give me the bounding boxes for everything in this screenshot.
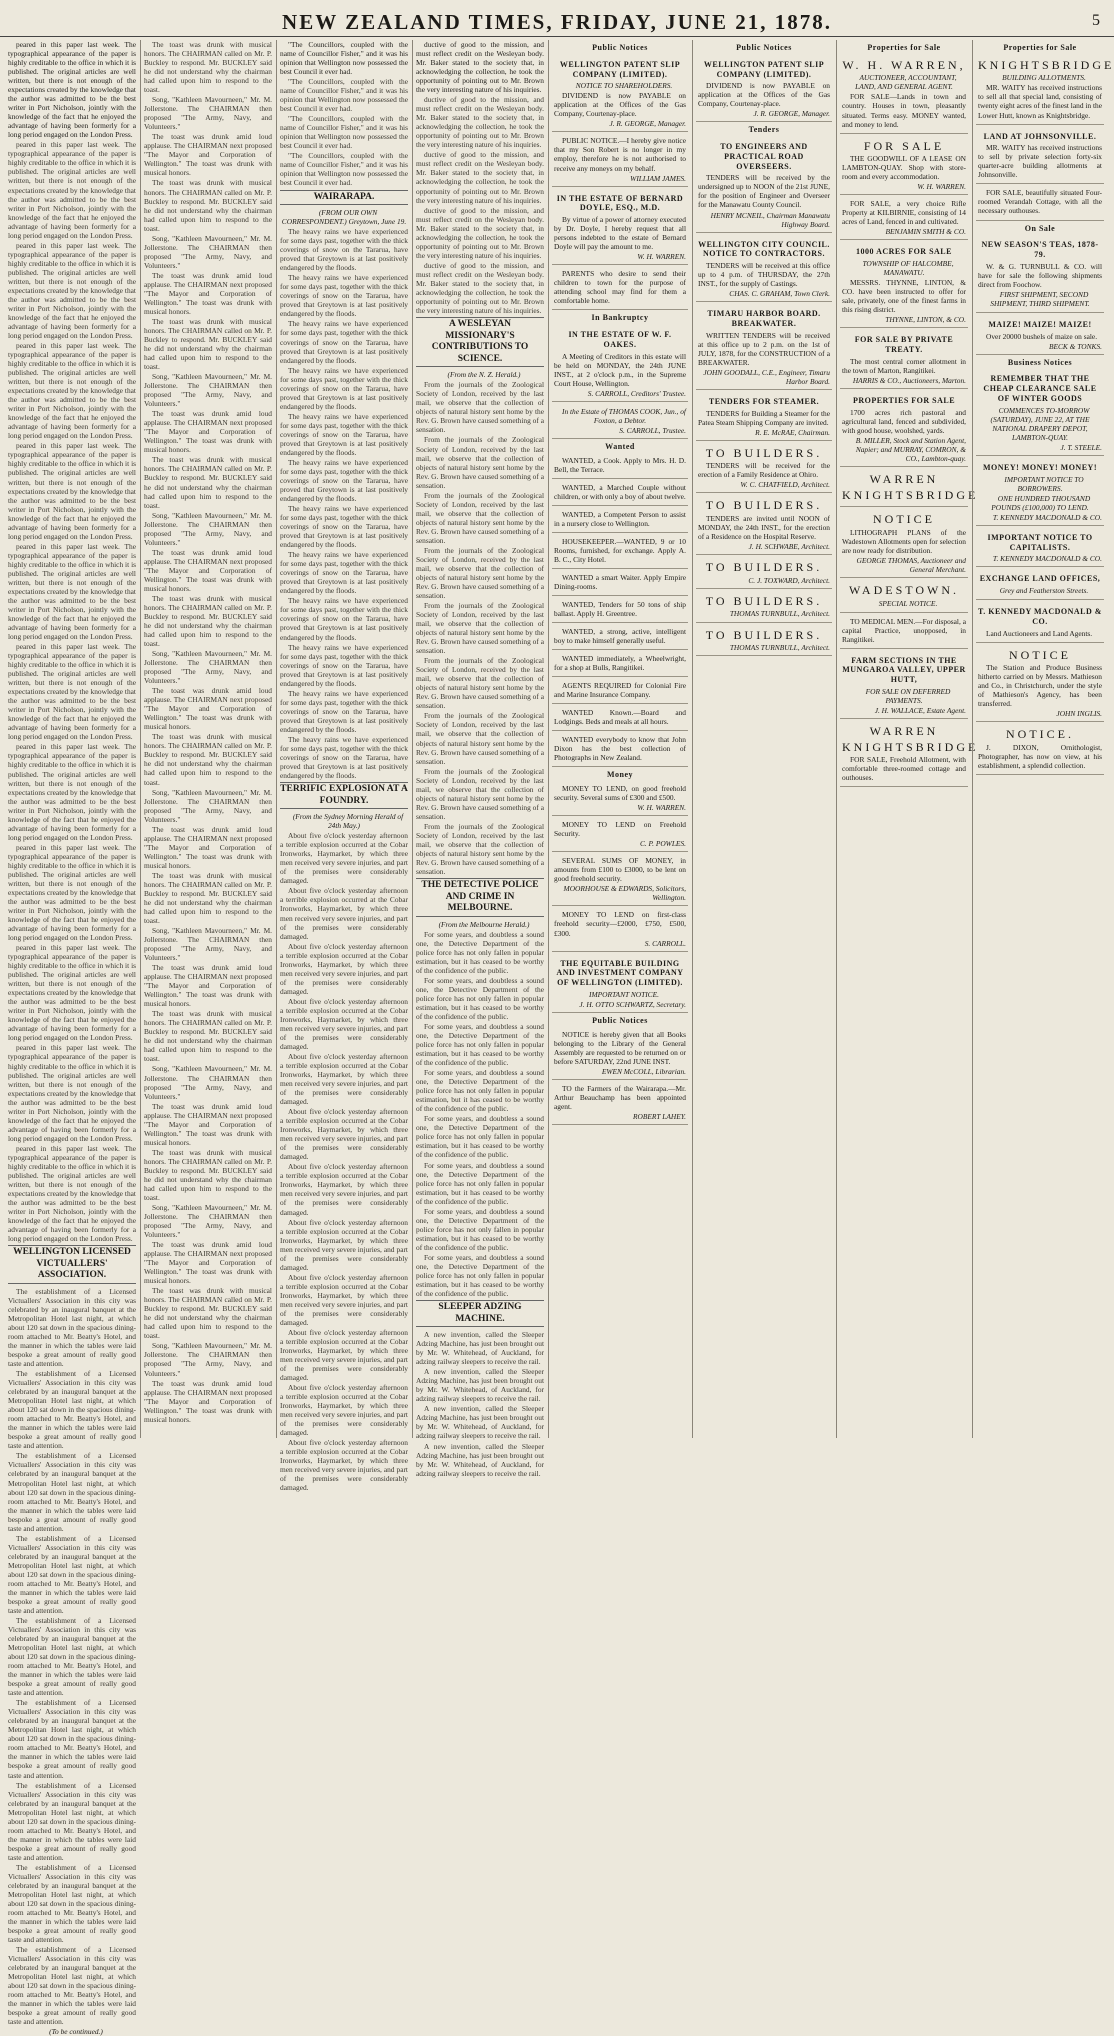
- notice-title: IN THE ESTATE OF W. F. OAKES.: [568, 330, 672, 349]
- tender-ad: [696, 495, 832, 555]
- column-2: [140, 40, 275, 1438]
- byline-2: (From the Sydney Morning Herald of 24th May.): [292, 812, 404, 831]
- tender-body: TENDERS will be received by the undersigned up to NOON of the 21st JUNE, for the position of Engineer and Overseer for the Manawatu County Council.: [698, 173, 830, 210]
- ad-body: J. DIXON, Ornithologist, Photographer, has now on view, at his establishment, a splendid collection.: [978, 743, 1102, 771]
- property-ad: [840, 651, 968, 719]
- ad-title: KNIGHTSBRIDGE: [978, 57, 1114, 72]
- ad-title: WARREN: [869, 724, 939, 739]
- byline: (From the N. Z. Herald.): [447, 370, 521, 380]
- ad-title: PROPERTIES FOR SALE: [852, 396, 956, 405]
- article-body: From the journals of the Zoological Society of London, received by the last mail, we observe that the collection of objects of natural history sent home by the Rev. G. Brown have caused something of a sensation. From the journals of the Zoological Society of London, received by the last mail, we observe that the collection of objects of natural history sent home by the Rev. G. Brown have caused something of a sensation. From the journals of the Zoological Society of London, received by the last mail, we observe that the collection of objects of natural history sent home by the Rev. G. Brown have caused something of a sensation. From the journals of the Zoological Society of London, received by the last mail, we observe that the collection of objects of natural history sent home by the Rev. G. Brown have caused something of a sensation. From the journals of the Zoological Society of London, received by the last mail, we observe that the collection of objects of natural history sent home by the Rev. G. Brown have caused something of a sensation. From the journals of the Zoological Society of London, received by the last mail, we observe that the collection of objects of natural history sent home by the Rev. G. Brown have caused something of a sensation. From the journals of the Zoological Society of London, received by the last mail, we observe that the collection of objects of natural history sent home by the Rev. G. Brown have caused something of a sensation. From the journals of the Zoological Society of London, received by the last mail, we observe that the collection of objects of natural history sent home by the Rev. G. Brown have caused something of a sensation. From the journals of the Zoological Society of London, received by the last mail, we observe that the collection of objects of natural history sent home by the Rev. G. Brown have caused something of a sensation.: [416, 380, 544, 876]
- notice-signature: S. CARROLL, Trustee.: [619, 425, 686, 435]
- ad-body: 1700 acres rich pastoral and agricultural land, fenced and subdivided, with good house, woolshed, yards.: [842, 407, 966, 435]
- notice-signature: ROBERT LAHEY.: [633, 1111, 686, 1121]
- ad-title: NEW SEASON'S TEAS, 1878-79.: [981, 240, 1099, 259]
- notice-title: WELLINGTON PATENT SLIP COMPANY (LIMITED).: [703, 59, 825, 79]
- notice-title: In the Estate of THOMAS COOK, Jun., of Foxton, a Debtor.: [562, 406, 686, 425]
- ad-subtitle: IMPORTANT NOTICE TO BORROWERS.: [1004, 474, 1084, 493]
- ad-title: REMEMBER THAT THE CHEAP CLEARANCE SALE OF WINTER GOODS: [983, 374, 1097, 403]
- ad-title: FOR SALE BY PRIVATE TREATY.: [854, 335, 954, 355]
- wanted-text: WANTED, a strong, active, intelligent boy to make himself generally useful.: [554, 627, 686, 646]
- tender-ad: [696, 591, 832, 623]
- tender-ad: [696, 137, 832, 232]
- wanted-text: HOUSEKEEPER.—WANTED, 9 or 10 Rooms, furnished, for exchange. Apply A. B. C., City Hotel.: [554, 536, 686, 564]
- column-7: [836, 40, 979, 1438]
- ad-body: W. & G. TURNBULL & CO. will have for sale the following shipments direct from Foochow.: [978, 261, 1102, 289]
- tender-title: TO BUILDERS.: [705, 445, 823, 460]
- ad-title: T. KENNEDY MACDONALD & CO.: [978, 607, 1102, 626]
- ad-subtitle: Grey and Featherston Streets.: [999, 586, 1089, 596]
- tender-title: TENDERS FOR STEAMER.: [708, 396, 820, 406]
- ad-body: Over 20000 bushels of maize on sale.: [986, 331, 1098, 341]
- notice-estate-doyle: [552, 189, 688, 266]
- tender-signature: W. C. CHATFIELD, Architect.: [740, 480, 830, 490]
- notice-body: By virtue of a power of attorney executed by Dr. Doyle, I hereby request that all persons indebted to the estate of Bernard Doyle will pay the amount to me.: [554, 215, 686, 252]
- notice-title: THE EQUITABLE BUILDING AND INVESTMENT COMPANY OF WELLINGTON (LIMITED).: [556, 958, 684, 988]
- money-signature: W. H. WARREN.: [637, 803, 686, 813]
- notice-patent-slip: [552, 55, 688, 133]
- wanted-text: WANTED everybody to know that John Dixon has the best collection of Photographs in New Zealand.: [554, 735, 686, 763]
- ad-body: ONE HUNDRED THOUSAND POUNDS (£100,000) TO LEND.: [991, 493, 1091, 512]
- ad-body: The Station and Produce Business hitherto carried on by Messrs. Mathieson and Co., in Christchurch, under the style of Mathieson's Agency, has been transferred.: [978, 663, 1102, 709]
- article-text: "The Councillors, coupled with the name of Councillor Fisher," and it was his opinion that Wellington now possessed the best Council it ever had.: [280, 40, 408, 77]
- sale-ad: [976, 235, 1104, 313]
- notice-signature: EWEN McCOLL, Librarian.: [601, 1066, 686, 1076]
- wanted-ad: [552, 571, 688, 596]
- section-heading-public-notices: Public Notices: [592, 43, 648, 52]
- tender-title: TO BUILDERS.: [705, 593, 823, 608]
- wanted-text: AGENTS REQUIRED for Colonial Fire and Marine Insurance Company.: [554, 681, 686, 700]
- article-text-filler: peared in this paper last week. The typographical appearance of the paper is highly creditable to the office in which it is published. The original articles are well written, but there is not enough of the expectations created by the knowledge that the author was admitted to be the best writer in Port Nicholson, jointly with the knowledge of the fact that he enjoyed the advantage of having been formerly for a long period engaged on the London Press. peared in this paper last week. The typographical appearance of the paper is highly creditable to the office in which it is published. The original articles are well written, but there is not enough of the expectations created by the knowledge that the author was admitted to be the best writer in Port Nicholson, jointly with the knowledge of the fact that he enjoyed the advantage of having been formerly for a long period engaged on the London Press. peared in this paper last week. The typographical appearance of the paper is highly creditable to the office in which it is published. The original articles are well written, but there is not enough of the expectations created by the knowledge that the author was admitted to be the best writer in Port Nicholson, jointly with the knowledge of the fact that he enjoyed the advantage of having been formerly for a long period engaged on the London Press. peared in this paper last week. The typographical appearance of the paper is highly creditable to the office in which it is published. The original articles are well written, but there is not enough of the expectations created by the knowledge that the author was admitted to be the best writer in Port Nicholson, jointly with the knowledge of the fact that he enjoyed the advantage of having been formerly for a long period engaged on the London Press. peared in this paper last week. The typographical appearance of the paper is highly creditable to the office in which it is published. The original articles are well written, but there is not enough of the expectations created by the knowledge that the author was admitted to be the best writer in Port Nicholson, jointly with the knowledge of the fact that he enjoyed the advantage of having been formerly for a long period engaged on the London Press. peared in this paper last week. The typographical appearance of the paper is highly creditable to the office in which it is published. The original articles are well written, but there is not enough of the expectations created by the knowledge that the author was admitted to be the best writer in Port Nicholson, jointly with the knowledge of the fact that he enjoyed the advantage of having been formerly for a long period engaged on the London Press. peared in this paper last week. The typographical appearance of the paper is highly creditable to the office in which it is published. The original articles are well written, but there is not enough of the expectations created by the knowledge that the author was admitted to be the best writer in Port Nicholson, jointly with the knowledge of the fact that he enjoyed the advantage of having been formerly for a long period engaged on the London Press. peared in this paper last week. The typographical appearance of the paper is highly creditable to the office in which it is published. The original articles are well written, but there is not enough of the expectations created by the knowledge that the author was admitted to be the best writer in Port Nicholson, jointly with the knowledge of the fact that he enjoyed the advantage of having been formerly for a long period engaged on the London Press. peared in this paper last week. The typographical appearance of the paper is highly creditable to the office in which it is published. The original articles are well written, but there is not enough of the expectations created by the knowledge that the author was admitted to be the best writer in Port Nicholson, jointly with the knowledge of the fact that he enjoyed the advantage of having been formerly for a long period engaged on the London Press. peared in this paper last week. The typographical appearance of the paper is highly creditable to the office in which it is published. The original articles are well written, but there is not enough of the expectations created by the knowledge that the author was admitted to be the best writer in Port Nicholson, jointly with the knowledge of the fact that he enjoyed the advantage of having been formerly for a long period engaged on the London Press. peared in this paper last week. The typographical appearance of the paper is highly creditable to the office in which it is published. The original articles are well written, but there is not enough of the expectations created by the knowledge that the author was admitted to be the best writer in Port Nicholson, jointly with the knowledge of the fact that he enjoyed the advantage of having been formerly for a long period engaged on the London Press.: [8, 140, 136, 1244]
- wanted-ad: [552, 535, 688, 569]
- section-heading-wanted: Wanted: [605, 441, 635, 451]
- tender-signature: R. E. McRAE, Chairman.: [755, 427, 830, 437]
- business-ad: [976, 645, 1104, 723]
- section-heading-on-sale: On Sale: [1024, 223, 1056, 233]
- article-text: peared in this paper last week. The typographical appearance of the paper is highly creditable to the office in which it is published. The original articles are well written, but there is not enough of the expectations created by the knowledge that the author was admitted to be the best writer in Port Nicholson, jointly with the knowledge of the fact that he enjoyed the advantage of having been formerly for a long period engaged on the London Press.: [8, 40, 136, 140]
- wanted-text: WANTED, a Competent Person to assist in a nursery close to Wellington.: [554, 509, 686, 528]
- wanted-ad: [552, 733, 688, 767]
- ad-signature: THYNNE, LINTON, & CO.: [885, 315, 966, 325]
- ad-title: W. H. WARREN,: [842, 57, 966, 72]
- ad-title: IMPORTANT NOTICE TO CAPITALISTS.: [987, 532, 1093, 552]
- article-body-3: A new invention, called the Sleeper Adzing Machine, has just been brought out by Mr. W. Whitehead, of Auckland, for adzing railway sleepers to receive the rail. A new invention, called the Sleeper Adzing Machine, has just been brought out by Mr. W. Whitehead, of Auckland, for adzing railway sleepers to receive the rail. A new invention, called the Sleeper Adzing Machine, has just been brought out by Mr. W. Whitehead, of Auckland, for adzing railway sleepers to receive the rail. A new invention, called the Sleeper Adzing Machine, has just been brought out by Mr. W. Whitehead, of Auckland, for adzing railway sleepers to receive the rail.: [416, 1330, 544, 1478]
- money-ad: [552, 818, 688, 852]
- notice-signature: W. H. WARREN.: [637, 252, 686, 262]
- ad-body: THE GOODWILL OF A LEASE ON LAMBTON-QUAY. Shop with store-room and every accommodation.: [842, 154, 966, 182]
- continued-note: (To be continued.): [49, 2027, 103, 2036]
- column-1: [8, 40, 139, 2036]
- notice-body: A Meeting of Creditors in this estate will be held on MONDAY, the 24th JUNE INST., at 2 o'clock p.m., in the Supreme Court House, Wellington.: [554, 351, 686, 388]
- article-body-2: For some years, and doubtless a sound one, the Detective Department of the police force has not only fallen in popular estimation, but it has ceased to be worthy of the confidence of the public. For some years, and doubtless a sound one, the Detective Department of the police force has not only fallen in popular estimation, but it has ceased to be worthy of the confidence of the public. For some years, and doubtless a sound one, the Detective Department of the police force has not only fallen in popular estimation, but it has ceased to be worthy of the confidence of the public. For some years, and doubtless a sound one, the Detective Department of the police force has not only fallen in popular estimation, but it has ceased to be worthy of the confidence of the public. For some years, and doubtless a sound one, the Detective Department of the police force has not only fallen in popular estimation, but it has ceased to be worthy of the confidence of the public. For some years, and doubtless a sound one, the Detective Department of the police force has not only fallen in popular estimation, but it has ceased to be worthy of the confidence of the public. For some years, and doubtless a sound one, the Detective Department of the police force has not only fallen in popular estimation, but it has ceased to be worthy of the confidence of the public. For some years, and doubtless a sound one, the Detective Department of the police force has not only fallen in popular estimation, but it has ceased to be worthy of the confidence of the public.: [416, 929, 544, 1298]
- business-ad: [976, 724, 1104, 775]
- article-body: The heavy rains we have experienced for some days past, together with the thick coverings of snow on the Tararua, have proved that Greytown is at last positively endangered by the floods. The heavy rains we have experienced for some days past, together with the thick coverings of snow on the Tararua, have proved that Greytown is at last positively endangered by the floods. The heavy rains we have experienced for some days past, together with the thick coverings of snow on the Tararua, have proved that Greytown is at last positively endangered by the floods. The heavy rains we have experienced for some days past, together with the thick coverings of snow on the Tararua, have proved that Greytown is at last positively endangered by the floods. The heavy rains we have experienced for some days past, together with the thick coverings of snow on the Tararua, have proved that Greytown is at last positively endangered by the floods. The heavy rains we have experienced for some days past, together with the thick coverings of snow on the Tararua, have proved that Greytown is at last positively endangered by the floods. The heavy rains we have experienced for some days past, together with the thick coverings of snow on the Tararua, have proved that Greytown is at last positively endangered by the floods. The heavy rains we have experienced for some days past, together with the thick coverings of snow on the Tararua, have proved that Greytown is at last positively endangered by the floods. The heavy rains we have experienced for some days past, together with the thick coverings of snow on the Tararua, have proved that Greytown is at last positively endangered by the floods. The heavy rains we have experienced for some days past, together with the thick coverings of snow on the Tararua, have proved that Greytown is at last positively endangered by the floods. The heavy rains we have experienced for some days past, together with the thick coverings of snow on the Tararua, have proved that Greytown is at last positively endangered by the floods. The heavy rains we have experienced for some days past, together with the thick coverings of snow on the Tararua, have proved that Greytown is at last positively endangered by the floods.: [280, 227, 408, 780]
- tender-body: TENDERS for Building a Steamer for the Patea Steam Shipping Company are invited.: [698, 408, 830, 427]
- tender-signature: HENRY MCNEIL, Chairman Manawatu Highway Board.: [710, 210, 830, 229]
- business-ad: [976, 602, 1104, 643]
- notice-body: DIVIDEND is now PAYABLE on application at the Offices of the Gas Company, Courtenay-place.: [554, 91, 686, 119]
- tender-body: TENDERS are invited until NOON of MONDAY, the 24th INST., for the erection of a Residence on the Hospital Reserve.: [698, 514, 830, 542]
- ad-signature: HARRIS & CO., Auctioneers, Marton.: [852, 375, 966, 385]
- notice-body: PARENTS who desire to send their children to town for the purpose of attending school may find for them a comfortable home.: [554, 269, 686, 306]
- article-heading: WELLINGTON LICENSED VICTUALLERS' ASSOCIATION.: [8, 1245, 136, 1284]
- notice-patent-slip: [696, 55, 832, 123]
- tender-signature: THOMAS TURNBULL, Architect.: [729, 609, 830, 619]
- property-ad: [976, 186, 1104, 220]
- notice-estate-cook: [552, 404, 688, 439]
- tender-title: TO BUILDERS.: [705, 627, 823, 642]
- ad-body: Land Auctioneers and Land Agents.: [986, 628, 1093, 638]
- ad-subtitle: AUCTIONEER, ACCOUNTANT, LAND, AND GENERAL AGENT.: [855, 73, 957, 92]
- property-ad: [840, 721, 979, 787]
- ad-title: MONEY! MONEY! MONEY!: [983, 462, 1097, 472]
- notice-signature: J. R. GEORGE, Manager.: [753, 109, 830, 119]
- ad-subtitle: KNIGHTSBRIDGE: [842, 739, 979, 754]
- wanted-ad: [552, 598, 688, 623]
- ad-subtitle: KNIGHTSBRIDGE: [842, 487, 979, 502]
- article-heading: A WESLEYAN MISSIONARY'S CONTRIBUTIONS TO SCIENCE.: [416, 317, 544, 367]
- ad-signature: W. H. WARREN.: [917, 182, 966, 192]
- money-text: SEVERAL SUMS OF MONEY, in amounts from £100 to £3000, to be lent on good freehold security.: [554, 856, 686, 884]
- notice-subtitle: NOTICE TO SHAREHOLDERS.: [575, 81, 673, 91]
- ad-signature: BENJAMIN SMITH & CO.: [885, 227, 966, 237]
- notice-signature: J. H. OTTO SCHWARTZ, Secretary.: [579, 999, 686, 1009]
- column-4: [412, 40, 547, 1478]
- ad-title: NOTICE: [873, 512, 935, 527]
- money-ad: [552, 854, 688, 906]
- article-text-filler: ductive of good to the mission, and must reflect credit on the Wesleyan body. Mr. Baker stated to the society that, in acknowledging the collection, he took the opportunity of pointing out to Mr. Brown the very interesting nature of his inquiries. ductive of good to the mission, and must reflect credit on the Wesleyan body. Mr. Baker stated to the society that, in acknowledging the collection, he took the opportunity of pointing out to Mr. Brown the very interesting nature of his inquiries. ductive of good to the mission, and must reflect credit on the Wesleyan body. Mr. Baker stated to the society that, in acknowledging the collection, he took the opportunity of pointing out to Mr. Brown the very interesting nature of his inquiries. ductive of good to the mission, and must reflect credit on the Wesleyan body. Mr. Baker stated to the society that, in acknowledging the collection, he took the opportunity of pointing out to Mr. Brown the very interesting nature of his inquiries.: [416, 95, 544, 315]
- tender-signature: JOHN GOODALL, C.E., Engineer, Timaru Harbor Board.: [703, 367, 830, 386]
- section-heading-tenders: Tenders: [748, 125, 780, 135]
- column-8: [972, 40, 1114, 1438]
- notice-subtitle: IMPORTANT NOTICE.: [589, 989, 659, 999]
- property-ad: [840, 197, 968, 240]
- article-heading-3: SLEEPER ADZING MACHINE.: [416, 1300, 544, 1327]
- tender-signature: C. J. TOXWARD, Architect.: [748, 575, 830, 585]
- ad-title: FOR SALE: [863, 138, 945, 153]
- column-3: [276, 40, 411, 1493]
- wanted-ad: [552, 454, 688, 479]
- business-ad: [976, 569, 1104, 600]
- wanted-ad: [552, 679, 688, 704]
- tender-ad: [696, 557, 832, 589]
- ad-signature: J. T. STEELE.: [1060, 442, 1102, 452]
- ad-subtitle: BUILDING ALLOTMENTS.: [1002, 73, 1086, 83]
- sale-ad: [976, 315, 1104, 355]
- tender-title: WELLINGTON CITY COUNCIL. NOTICE TO CONTRACTORS.: [698, 239, 830, 259]
- notice-library: [552, 1028, 688, 1080]
- section-heading-money: Money: [606, 770, 634, 780]
- money-ad: [552, 908, 688, 951]
- notice-signature: WILLIAM JAMES.: [630, 173, 686, 183]
- property-ad: [840, 391, 968, 467]
- notice-body: PUBLIC NOTICE.—I hereby give notice that my Son Robert is no longer in my employ, therefore he is not authorised to receive any moneys on my behalf.: [554, 136, 686, 173]
- wanted-ad: [552, 706, 688, 731]
- newspaper-title: NEW ZEALAND TIMES, FRIDAY, JUNE 21, 1878.: [282, 10, 832, 34]
- notice-public: [552, 134, 688, 186]
- ad-signature: BECK & TONKS.: [1048, 341, 1102, 351]
- byline-2: (From the Melbourne Herald.): [438, 919, 530, 929]
- ad-body: FOR SALE, beautifully situated Four-roomed Verandah Cottage, with all the necessary outhouses.: [978, 188, 1102, 216]
- ad-subtitle: FIRST SHIPMENT, SECOND SHIPMENT, THIRD SHIPMENT.: [990, 289, 1090, 308]
- tender-ad: [696, 304, 832, 390]
- notice-estate-oakes: [552, 325, 688, 402]
- tender-body: TENDERS will be received for the erection of a Family Residence at Ohiro.: [698, 461, 830, 480]
- money-text: MONEY TO LEND, on good freehold security. Several sums of £300 and £500.: [554, 784, 686, 803]
- column-5: [548, 40, 691, 1438]
- masthead: [0, 10, 1114, 37]
- article-heading: WAIRARAPA.: [280, 190, 408, 206]
- byline: (FROM OUR OWN CORRESPONDENT.) Greytown, June 19.: [281, 208, 407, 227]
- ad-title: WARREN: [869, 471, 939, 486]
- tender-signature: J. H. SCHWABE, Architect.: [748, 542, 830, 552]
- ad-body: LITHOGRAPH PLANS of the Wadestown Allotments open for selection are now ready for distribution.: [842, 527, 966, 555]
- money-text: MONEY TO LEND on first-class freehold security—£2000, £750, £500, £300.: [554, 910, 686, 938]
- property-ad: [840, 242, 968, 328]
- section-heading-properties: Properties for Sale: [867, 43, 941, 52]
- ad-body: MR. WAITY has received instructions to sell all that special land, consisting of twenty eight acres of the finest land in the Lower Hutt, known as Knightsbridge.: [978, 83, 1102, 120]
- ad-body: FOR SALE, Freehold Allotment, with comfortable three-roomed cottage and outhouses.: [842, 755, 966, 783]
- ad-body: MR. WAITY has received instructions to sell by private selection forty-six quarter-acre building allotments at Johnsonville.: [978, 143, 1102, 180]
- section-heading-public-notices: Public Notices: [736, 43, 792, 52]
- ad-signature: GEORGE THOMAS, Auctioneer and General Merchant.: [856, 555, 966, 574]
- notice-farmers: [552, 1082, 688, 1125]
- tender-body: TENDERS will be received at this office up to 4 p.m. of THURSDAY, the 27th INST., for the supply of Castings.: [698, 261, 830, 289]
- money-ad: [552, 782, 688, 816]
- wanted-text: WANTED Known.—Board and Lodgings. Beds and meals at all hours.: [554, 708, 686, 727]
- wanted-text: WANTED, a Marched Couple without children, or with only a boy of about twelve.: [554, 482, 686, 501]
- ad-title: MAIZE! MAIZE! MAIZE!: [988, 319, 1092, 329]
- ad-signature: JOHN INGLIS.: [1056, 709, 1102, 719]
- wanted-text: WANTED a smart Waiter. Apply Empire Dining-rooms.: [554, 572, 686, 591]
- business-ad: [976, 458, 1104, 526]
- page-number: 5: [1092, 12, 1100, 29]
- money-signature: C. P. POWLES.: [639, 839, 686, 849]
- tender-ad: [696, 235, 832, 303]
- wanted-text: WANTED, a Cook. Apply to Mrs. H. D. Bell, the Terrace.: [554, 455, 686, 474]
- ad-signature: B. MILLER, Stock and Station Agent, Napier; and MURRAY, COMRON, & CO., Lambton-quay.: [855, 435, 966, 463]
- notice-title: IN THE ESTATE OF BERNARD DOYLE, ESQ., M.D.: [556, 193, 684, 213]
- property-ad: [976, 55, 1114, 125]
- ad-body: FOR SALE, a very choice Rifle Property at KILBIRNIE, consisting of 14 acres of Land, fenced in and cultivated.: [842, 199, 966, 227]
- tender-title: TO ENGINEERS AND PRACTICAL ROAD OVERSEERS.: [720, 142, 808, 171]
- tender-body: WRITTEN TENDERS will be received at this office up to 2 p.m. on the 1st of JULY, 1878, for the CONSTRUCTION of a BREAKWATER.: [698, 330, 830, 367]
- money-signature: S. CARROLL.: [644, 938, 686, 948]
- tender-ad: [696, 392, 832, 441]
- tender-ad: [696, 625, 832, 657]
- section-heading-properties: Properties for Sale: [1003, 43, 1077, 52]
- ad-signature: T. KENNEDY MACDONALD & CO.: [992, 512, 1102, 522]
- article-body: The toast was drunk with musical honors. The CHAIRMAN called on Mr. P. Buckley to respond. Mr. BUCKLEY said he did not understand why the chairman had called upon him to respond to the toast. Song, "Kathleen Mavourneen," Mr. M. Jollerstone. The CHAIRMAN then proposed "The Army, Navy, and Volunteers." The toast was drunk amid loud applause. The CHAIRMAN next proposed "The Mayor and Corporation of Wellington." The toast was drunk with musical honors. The toast was drunk with musical honors. The CHAIRMAN called on Mr. P. Buckley to respond. Mr. BUCKLEY said he did not understand why the chairman had called upon him to respond to the toast. Song, "Kathleen Mavourneen," Mr. M. Jollerstone. The CHAIRMAN then proposed "The Army, Navy, and Volunteers." The toast was drunk amid loud applause. The CHAIRMAN next proposed "The Mayor and Corporation of Wellington." The toast was drunk with musical honors. The toast was drunk with musical honors. The CHAIRMAN called on Mr. P. Buckley to respond. Mr. BUCKLEY said he did not understand why the chairman had called upon him to respond to the toast. Song, "Kathleen Mavourneen," Mr. M. Jollerstone. The CHAIRMAN then proposed "The Army, Navy, and Volunteers." The toast was drunk amid loud applause. The CHAIRMAN next proposed "The Mayor and Corporation of Wellington." The toast was drunk with musical honors. The toast was drunk with musical honors. The CHAIRMAN called on Mr. P. Buckley to respond. Mr. BUCKLEY said he did not understand why the chairman had called upon him to respond to the toast. Song, "Kathleen Mavourneen," Mr. M. Jollerstone. The CHAIRMAN then proposed "The Army, Navy, and Volunteers." The toast was drunk amid loud applause. The CHAIRMAN next proposed "The Mayor and Corporation of Wellington." The toast was drunk with musical honors. The toast was drunk with musical honors. The CHAIRMAN called on Mr. P. Buckley to respond. Mr. BUCKLEY said he did not understand why the chairman had called upon him to respond to the toast. Song, "Kathleen Mavourneen," Mr. M. Jollerstone. The CHAIRMAN then proposed "The Army, Navy, and Volunteers." The toast was drunk amid loud applause. The CHAIRMAN next proposed "The Mayor and Corporation of Wellington." The toast was drunk with musical honors. The toast was drunk with musical honors. The CHAIRMAN called on Mr. P. Buckley to respond. Mr. BUCKLEY said he did not understand why the chairman had called upon him to respond to the toast. Song, "Kathleen Mavourneen," Mr. M. Jollerstone. The CHAIRMAN then proposed "The Army, Navy, and Volunteers." The toast was drunk amid loud applause. The CHAIRMAN next proposed "The Mayor and Corporation of Wellington." The toast was drunk with musical honors. The toast was drunk with musical honors. The CHAIRMAN called on Mr. P. Buckley to respond. Mr. BUCKLEY said he did not understand why the chairman had called upon him to respond to the toast. Song, "Kathleen Mavourneen," Mr. M. Jollerstone. The CHAIRMAN then proposed "The Army, Navy, and Volunteers." The toast was drunk amid loud applause. The CHAIRMAN next proposed "The Mayor and Corporation of Wellington." The toast was drunk with musical honors. The toast was drunk with musical honors. The CHAIRMAN called on Mr. P. Buckley to respond. Mr. BUCKLEY said he did not understand why the chairman had called upon him to respond to the toast. Song, "Kathleen Mavourneen," Mr. M. Jollerstone. The CHAIRMAN then proposed "The Army, Navy, and Volunteers." The toast was drunk amid loud applause. The CHAIRMAN next proposed "The Mayor and Corporation of Wellington." The toast was drunk with musical honors. The toast was drunk with musical honors. The CHAIRMAN called on Mr. P. Buckley to respond. Mr. BUCKLEY said he did not understand why the chairman had called upon him to respond to the toast. Song, "Kathleen Mavourneen," Mr. M. Jollerstone. The CHAIRMAN then proposed "The Army, Navy, and Volunteers." The toast was drunk amid loud applause. The CHAIRMAN next proposed "The Mayor and Corporation of Wellington." The toast was drunk with musical honors. The toast was drunk with musical honors. The CHAIRMAN called on Mr. P. Buckley to respond. Mr. BUCKLEY said he did not understand why the chairman had called upon him to respond to the toast. Song, "Kathleen Mavourneen," Mr. M. Jollerstone. The CHAIRMAN then proposed "The Army, Navy, and Volunteers." The toast was drunk amid loud applause. The CHAIRMAN next proposed "The Mayor and Corporation of Wellington." The toast was drunk with musical honors.: [144, 40, 272, 1424]
- tender-title: TO BUILDERS.: [705, 498, 823, 513]
- columns: [8, 40, 1114, 2036]
- ad-signature: J. H. WALLACE, Estate Agent.: [874, 706, 966, 716]
- article-text: ductive of good to the mission, and must reflect credit on the Wesleyan body. Mr. Baker stated to the society that, in acknowledging the collection, he took the opportunity of pointing out to Mr. Brown the very interesting nature of his inquiries.: [416, 40, 544, 95]
- section-heading-bankruptcy: In Bankruptcy: [591, 313, 649, 323]
- article-body: The establishment of a Licensed Victuallers' Association in this city was celebrated by an inaugural banquet at the Metropolitan Hotel last night, at which about 120 sat down in the spacious dining-room attached to Mr. Beatty's Hotel, and the manner in which the tables were laid bespoke a great amount of really good taste and attention. The establishment of a Licensed Victuallers' Association in this city was celebrated by an inaugural banquet at the Metropolitan Hotel last night, at which about 120 sat down in the spacious dining-room attached to Mr. Beatty's Hotel, and the manner in which the tables were laid bespoke a great amount of really good taste and attention. The establishment of a Licensed Victuallers' Association in this city was celebrated by an inaugural banquet at the Metropolitan Hotel last night, at which about 120 sat down in the spacious dining-room attached to Mr. Beatty's Hotel, and the manner in which the tables were laid bespoke a great amount of really good taste and attention. The establishment of a Licensed Victuallers' Association in this city was celebrated by an inaugural banquet at the Metropolitan Hotel last night, at which about 120 sat down in the spacious dining-room attached to Mr. Beatty's Hotel, and the manner in which the tables were laid bespoke a great amount of really good taste and attention. The establishment of a Licensed Victuallers' Association in this city was celebrated by an inaugural banquet at the Metropolitan Hotel last night, at which about 120 sat down in the spacious dining-room attached to Mr. Beatty's Hotel, and the manner in which the tables were laid bespoke a great amount of really good taste and attention. The establishment of a Licensed Victuallers' Association in this city was celebrated by an inaugural banquet at the Metropolitan Hotel last night, at which about 120 sat down in the spacious dining-room attached to Mr. Beatty's Hotel, and the manner in which the tables were laid bespoke a great amount of really good taste and attention. The establishment of a Licensed Victuallers' Association in this city was celebrated by an inaugural banquet at the Metropolitan Hotel last night, at which about 120 sat down in the spacious dining-room attached to Mr. Beatty's Hotel, and the manner in which the tables were laid bespoke a great amount of really good taste and attention. The establishment of a Licensed Victuallers' Association in this city was celebrated by an inaugural banquet at the Metropolitan Hotel last night, at which about 120 sat down in the spacious dining-room attached to Mr. Beatty's Hotel, and the manner in which the tables were laid bespoke a great amount of really good taste and attention. The establishment of a Licensed Victuallers' Association in this city was celebrated by an inaugural banquet at the Metropolitan Hotel last night, at which about 120 sat down in the spacious dining-room attached to Mr. Beatty's Hotel, and the manner in which the tables were laid bespoke a great amount of really good taste and attention.: [8, 1286, 136, 2027]
- wanted-ad: [552, 652, 688, 677]
- ad-body: COMMENCES TO-MORROW (SATURDAY), JUNE 22, AT THE NATIONAL DRAPERY DEPOT, LAMBTON-QUAY.: [990, 405, 1090, 442]
- ad-title: EXCHANGE LAND OFFICES,: [979, 574, 1101, 584]
- property-ad: [840, 580, 968, 613]
- business-ad: [976, 369, 1104, 455]
- article-body-2: About five o'clock yesterday afternoon a terrible explosion occurred at the Cobar Ironworks, Haymarket, by which three men received very severe injuries, and part of the premises were considerably damaged. About five o'clock yesterday afternoon a terrible explosion occurred at the Cobar Ironworks, Haymarket, by which three men received very severe injuries, and part of the premises were considerably damaged. About five o'clock yesterday afternoon a terrible explosion occurred at the Cobar Ironworks, Haymarket, by which three men received very severe injuries, and part of the premises were considerably damaged. About five o'clock yesterday afternoon a terrible explosion occurred at the Cobar Ironworks, Haymarket, by which three men received very severe injuries, and part of the premises were considerably damaged. About five o'clock yesterday afternoon a terrible explosion occurred at the Cobar Ironworks, Haymarket, by which three men received very severe injuries, and part of the premises were considerably damaged. About five o'clock yesterday afternoon a terrible explosion occurred at the Cobar Ironworks, Haymarket, by which three men received very severe injuries, and part of the premises were considerably damaged. About five o'clock yesterday afternoon a terrible explosion occurred at the Cobar Ironworks, Haymarket, by which three men received very severe injuries, and part of the premises were considerably damaged. About five o'clock yesterday afternoon a terrible explosion occurred at the Cobar Ironworks, Haymarket, by which three men received very severe injuries, and part of the premises were considerably damaged. About five o'clock yesterday afternoon a terrible explosion occurred at the Cobar Ironworks, Haymarket, by which three men received very severe injuries, and part of the premises were considerably damaged. About five o'clock yesterday afternoon a terrible explosion occurred at the Cobar Ironworks, Haymarket, by which three men received very severe injuries, and part of the premises were considerably damaged. About five o'clock yesterday afternoon a terrible explosion occurred at the Cobar Ironworks, Haymarket, by which three men received very severe injuries, and part of the premises were considerably damaged. About five o'clock yesterday afternoon a terrible explosion occurred at the Cobar Ironworks, Haymarket, by which three men received very severe injuries, and part of the premises were considerably damaged.: [280, 831, 408, 1493]
- ad-title: NOTICE.: [1006, 727, 1074, 742]
- column-6: [692, 40, 835, 1438]
- notice-body: DIVIDEND is now PAYABLE on application at the Offices of the Gas Company, Courtenay-place.: [698, 81, 830, 109]
- ad-body: MESSRS. THYNNE, LINTON, & CO. have been instructed to offer for sale, privately, one of the finest farms in this rising district.: [842, 278, 966, 315]
- property-ad: [976, 127, 1104, 185]
- section-heading-business: Business Notices: [1007, 357, 1073, 367]
- property-ad: [840, 615, 968, 649]
- property-ad: [840, 469, 979, 507]
- wanted-text: WANTED, Tenders for 50 tons of ship ballast. Apply H. Greentree.: [554, 599, 686, 618]
- article-heading-2: THE DETECTIVE POLICE AND CRIME IN MELBOURNE.: [416, 878, 544, 917]
- tender-ad: [696, 443, 832, 494]
- money-signature: MOORHOUSE & EDWARDS, Solicitors, Wellington.: [563, 884, 686, 903]
- wanted-text: WANTED immediately, a Wheelwright, for a shop at Bulls, Rangitikei.: [554, 654, 686, 673]
- tender-title: TIMARU HARBOR BOARD. BREAKWATER.: [707, 309, 821, 328]
- ad-title: WADESTOWN.: [848, 582, 960, 597]
- ad-body: TO MEDICAL MEN.—For disposal, a capital Practice, unopposed, in Rangitikei.: [842, 616, 966, 644]
- notice-signature: J. R. GEORGE, Manager.: [609, 119, 686, 129]
- ad-title: FARM SECTIONS IN THE MUNGAROA VALLEY, UPPER HUTT,: [842, 655, 966, 685]
- ad-subtitle: FOR SALE ON DEFERRED PAYMENTS.: [865, 686, 951, 705]
- tender-signature: THOMAS TURNBULL, Architect.: [729, 643, 830, 653]
- ad-subtitle: SPECIAL NOTICE.: [878, 598, 938, 608]
- notice-body: TO the Farmers of the Wairarapa.—Mr. Arthur Beauchamp has been appointed agent.: [554, 1083, 686, 1111]
- article-heading-2: TERRIFIC EXPLOSION AT A FOUNDRY.: [280, 782, 408, 809]
- property-ad: [840, 509, 968, 578]
- notice-parents: [552, 267, 688, 310]
- money-text: MONEY TO LEND on Freehold Security.: [554, 820, 686, 839]
- tender-title: TO BUILDERS.: [705, 560, 823, 575]
- ad-title: 1000 ACRES FOR SALE: [856, 247, 952, 257]
- notice-title: WELLINGTON PATENT SLIP COMPANY (LIMITED).: [559, 59, 681, 79]
- article-text-filler: "The Councillors, coupled with the name of Councillor Fisher," and it was his opinion that Wellington now possessed the best Council it ever had. "The Councillors, coupled with the name of Councillor Fisher," and it was his opinion that Wellington now possessed the best Council it ever had. "The Councillors, coupled with the name of Councillor Fisher," and it was his opinion that Wellington now possessed the best Council it ever had.: [280, 77, 408, 188]
- notice-equitable-building: [552, 954, 688, 1013]
- ad-signature: T. KENNEDY MACDONALD & CO.: [992, 554, 1102, 564]
- ad-body: The most central corner allotment in the town of Marton, Rangitikei.: [842, 356, 966, 375]
- notice-signature: S. CARROLL, Creditors' Trustee.: [587, 388, 686, 398]
- wanted-ad: [552, 481, 688, 506]
- ad-body: FOR SALE—Lands in town and country. Houses in town, pleasantly situated. Terms easy. MONEY wanted, and money to lend.: [842, 92, 966, 129]
- property-ad: [840, 55, 968, 134]
- wanted-ad: [552, 625, 688, 650]
- property-ad: [840, 330, 968, 389]
- wanted-ad: [552, 508, 688, 533]
- tender-signature: CHAS. C. GRAHAM, Town Clerk.: [729, 289, 830, 299]
- ad-title: LAND AT JOHNSONVILLE.: [983, 131, 1097, 141]
- notice-body: NOTICE is hereby given that all Books belonging to the Library of the General Assembly are requested to be returned on or before SATURDAY, 22nd JUNE INST.: [554, 1029, 686, 1066]
- ad-subtitle: TOWNSHIP OF HALCOMBE, MANAWATU.: [862, 259, 954, 278]
- section-heading-public-notices-2: Public Notices: [592, 1015, 648, 1025]
- property-ad: [840, 136, 968, 196]
- business-ad: [976, 528, 1104, 568]
- ad-title: NOTICE: [1009, 647, 1071, 662]
